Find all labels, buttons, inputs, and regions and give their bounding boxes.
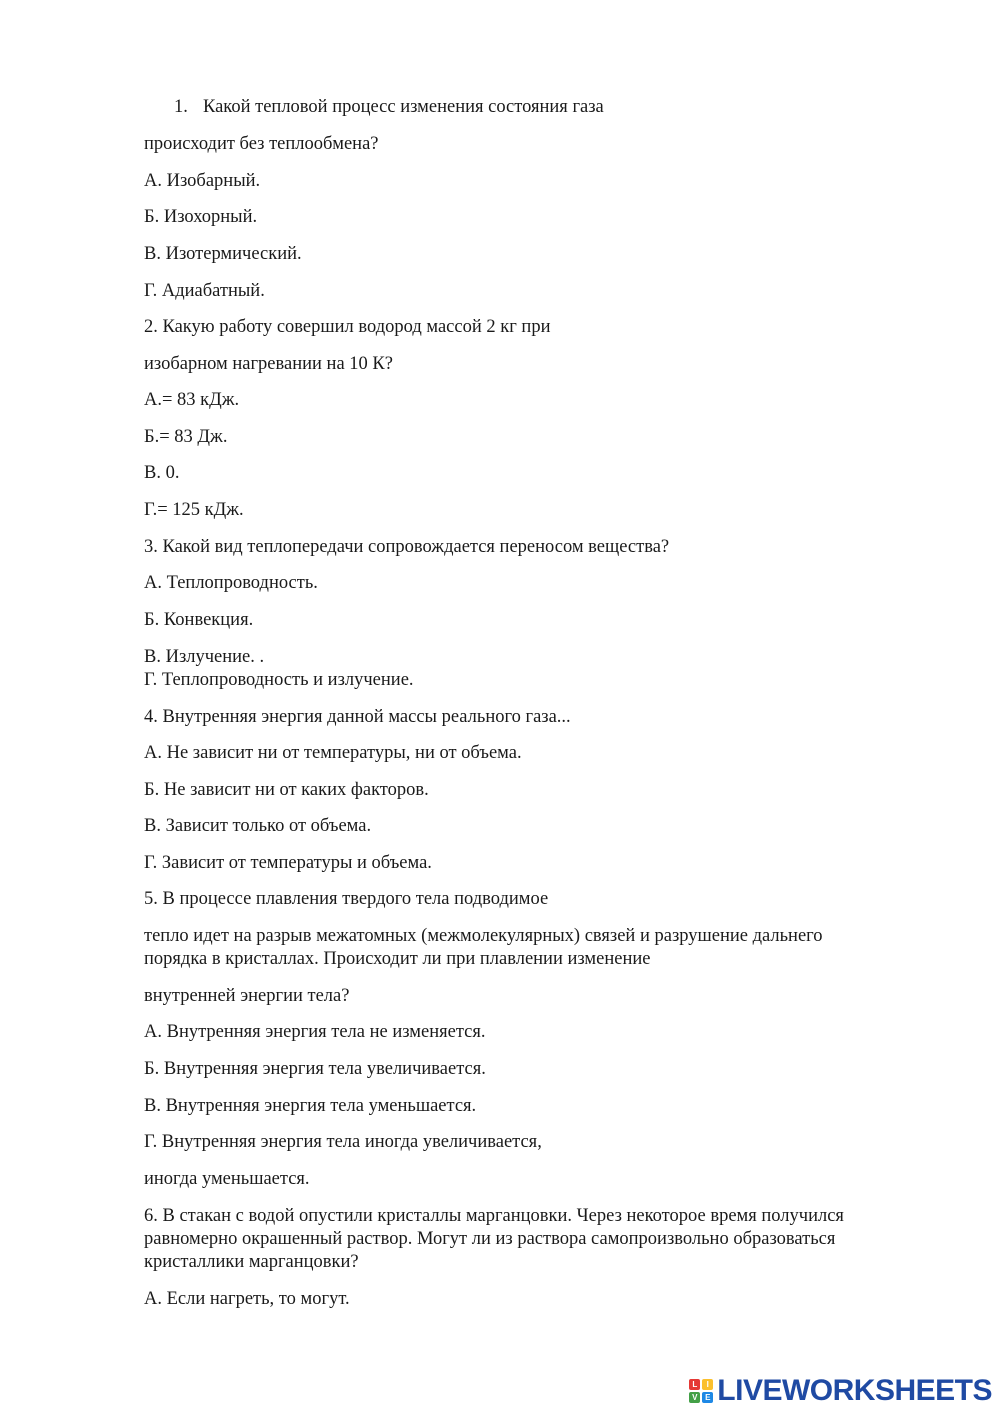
logo-tile-e: E: [702, 1392, 713, 1403]
q2-text-line1: 2. Какую работу совершил водород массой 2 кг при: [144, 317, 551, 337]
q3-option-c: В. Излучение. .: [144, 647, 265, 667]
q5-option-c: В. Внутренняя энергия тела уменьшается.: [144, 1096, 477, 1116]
q6-option-a: А. Если нагреть, то могут.: [144, 1289, 350, 1309]
q4-text-line1: 4. Внутренняя энергия данной массы реального газа...: [144, 707, 571, 727]
logo-tile-i: I: [702, 1379, 713, 1390]
q5-text-line2: тепло идет на разрыв межатомных (межмолекулярных) связей и разрушение дальнего: [144, 926, 823, 946]
logo-tile-l: L: [689, 1379, 700, 1390]
q1-option-d: Г. Адиабатный.: [144, 281, 265, 301]
q3-option-d: Г. Теплопроводность и излучение.: [144, 670, 414, 690]
q2-text-line2: изобарном нагревании на 10 К?: [144, 354, 393, 374]
q3-option-a: А. Теплопроводность.: [144, 573, 318, 593]
q2-option-b: Б.= 83 Дж.: [144, 427, 228, 447]
logo-tile-v: V: [689, 1392, 700, 1403]
logo-tiles-icon: [689, 1379, 713, 1403]
q1-option-a: А. Изобарный.: [144, 171, 261, 191]
q2-option-a: А.= 83 кДж.: [144, 390, 240, 410]
q6-text-line3: кристаллики марганцовки?: [144, 1252, 359, 1272]
q2-option-d: Г.= 125 кДж.: [144, 500, 244, 520]
q2-option-c: В. 0.: [144, 463, 180, 483]
q6-text-line1: 6. В стакан с водой опустили кристаллы марганцовки. Через некоторое время получился: [144, 1206, 844, 1226]
logo-text: LIVEWORKSHEETS: [717, 1374, 992, 1407]
q5-text-line4: внутренней энергии тела?: [144, 986, 350, 1006]
q1-text-line1: 1. Какой тепловой процесс изменения состояния газа: [174, 97, 604, 117]
q1-text-line2: происходит без теплообмена?: [144, 134, 379, 154]
q1-number: 1.: [174, 97, 188, 117]
liveworksheets-logo: [689, 1375, 992, 1407]
q1-option-c: В. Изотермический.: [144, 244, 302, 264]
q6-text-line2: равномерно окрашенный раствор. Могут ли из раствора самопроизвольно образоваться: [144, 1229, 836, 1249]
q5-option-d-continued: иногда уменьшается.: [144, 1169, 310, 1189]
q3-text-line1: 3. Какой вид теплопередачи сопровождается переносом вещества?: [144, 537, 670, 557]
q5-option-a: А. Внутренняя энергия тела не изменяется.: [144, 1022, 486, 1042]
q4-option-d: Г. Зависит от температуры и объема.: [144, 853, 432, 873]
q5-text-line3: порядка в кристаллах. Происходит ли при плавлении изменение: [144, 949, 651, 969]
q4-option-a: А. Не зависит ни от температуры, ни от объема.: [144, 743, 522, 763]
q4-option-b: Б. Не зависит ни от каких факторов.: [144, 780, 429, 800]
q5-option-b: Б. Внутренняя энергия тела увеличивается.: [144, 1059, 486, 1079]
q5-option-d: Г. Внутренняя энергия тела иногда увеличивается,: [144, 1132, 542, 1152]
q3-option-b: Б. Конвекция.: [144, 610, 254, 630]
q4-option-c: В. Зависит только от объема.: [144, 816, 372, 836]
q1-option-b: Б. Изохорный.: [144, 207, 258, 227]
q5-text-line1: 5. В процессе плавления твердого тела подводимое: [144, 889, 549, 909]
